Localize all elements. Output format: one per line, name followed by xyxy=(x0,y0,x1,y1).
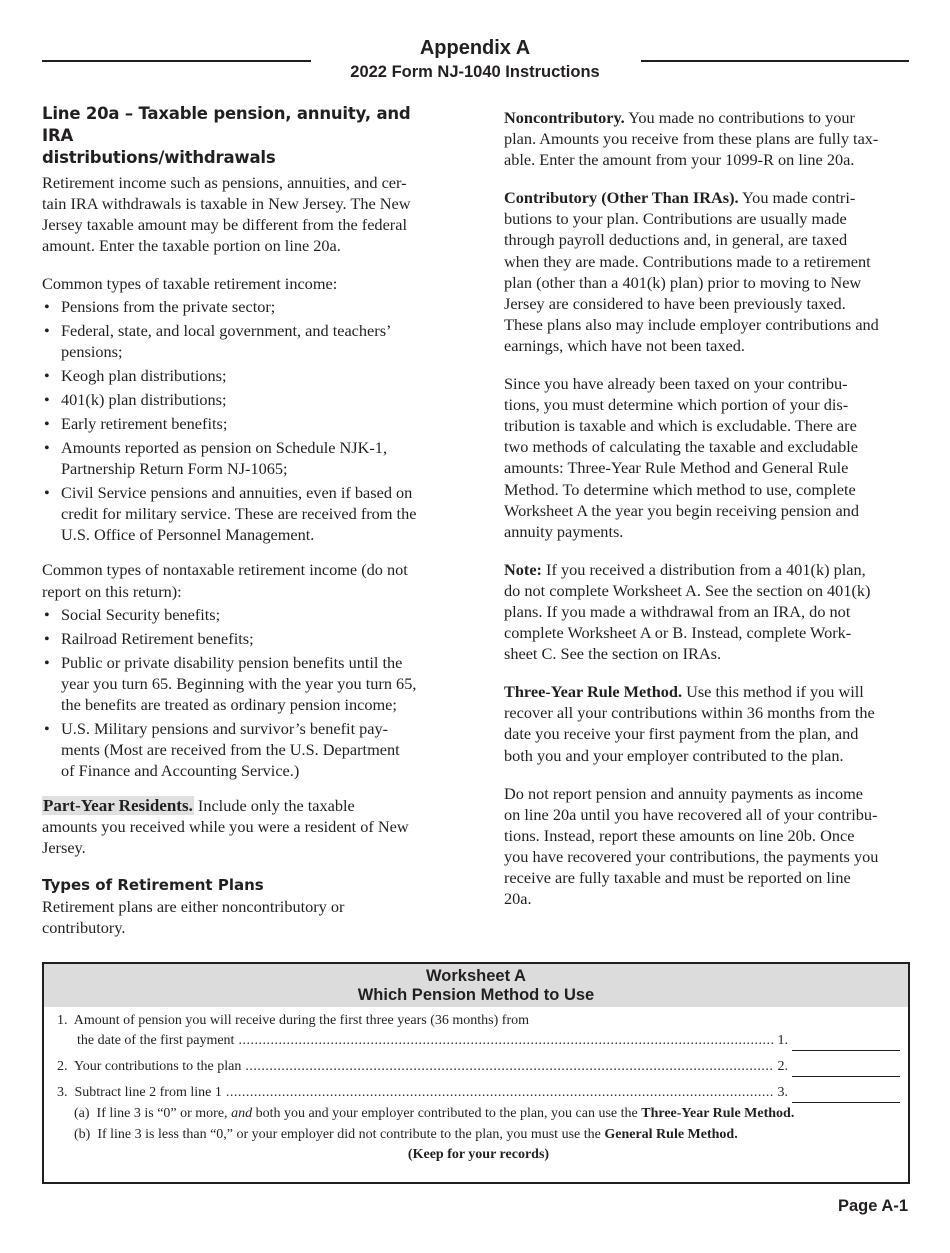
contributory-text: You made contri- butions to your plan. Contributions are usually made through payroll deductions and, in general, are taxed when they are made. Contributions made to a retirement plan (other than a 401(k) plan) prior to moving to New Jersey are considered to have been previously taxed. These plans also may include employer contributions and earnings, which have not been taxed. xyxy=(504,188,879,355)
worksheet-line-3-label: 3. Subtract line 2 from line 1 xyxy=(57,1085,222,1100)
appendix-title: Appendix A xyxy=(419,37,531,59)
worksheet-line-3 xyxy=(57,1083,900,1103)
condition-a xyxy=(57,1103,900,1124)
three-year-text: Use this method if you will recover all your contributions within 36 months from the date you receive your first payment from the plan, and both you and your employer contributed to the plan. xyxy=(504,682,875,765)
types-heading: Types of Retirement Plans xyxy=(42,875,264,894)
line-2-entry-field[interactable] xyxy=(792,1062,900,1077)
page-number: Page A-1 xyxy=(838,1197,908,1215)
types-paragraph: Retirement plans are either noncontributory or contributory. xyxy=(42,896,345,938)
line-number: 3. xyxy=(777,1085,788,1100)
list-item: • Railroad Retirement benefits; xyxy=(42,628,447,649)
list-item: • Civil Service pensions and annuities, even if based on credit for military service. These are received from the U.S. Office of Personnel Management. xyxy=(42,482,447,545)
worksheet-line-2 xyxy=(57,1057,900,1077)
do-not-report-paragraph: Do not report pension and annuity payments as income on line 20a until you have recovered all of your contribu- tions. Instead, report these amounts on line 20b. Once you have recovered your contributions, the payments you receive are fully taxable and must be reported on line 20a. xyxy=(504,783,879,909)
dot-leader xyxy=(245,1057,773,1077)
worksheet-title: Worksheet A xyxy=(426,967,526,985)
contributory-lead: Contributory (Other Than IRAs). xyxy=(504,188,739,208)
noncontributory-paragraph xyxy=(504,107,912,170)
condition-a-text: (a) If line 3 is “0” or more, xyxy=(74,1106,232,1121)
worksheet-body xyxy=(44,1007,908,1165)
dot-leader xyxy=(238,1031,773,1051)
left-column xyxy=(42,103,447,955)
note-paragraph xyxy=(504,559,912,664)
worksheet-a xyxy=(42,962,910,1184)
header-rule-right xyxy=(641,60,909,62)
intro-paragraph: Retirement income such as pensions, annuities, and cer- tain IRA withdrawals is taxable in New Jersey. The New Jersey taxable amount may be different from the federal amount. Enter the taxable portion on line 20a. xyxy=(42,173,411,256)
condition-b-text: (b) If line 3 is less than “0,” or your employer did not contribute to the plan, you must use the xyxy=(74,1127,605,1142)
condition-a-emphasis: and xyxy=(231,1106,253,1121)
keep-for-records: (Keep for your records) xyxy=(407,1147,550,1162)
list-item: • 401(k) plan distributions; xyxy=(42,389,447,410)
contributory-paragraph xyxy=(504,187,912,356)
worksheet-line-2-label: 2. Your contributions to the plan xyxy=(57,1059,242,1074)
list-item: • Social Security benefits; xyxy=(42,604,447,625)
three-year-paragraph xyxy=(504,681,912,765)
note-text: If you received a distribution from a 401(k) plan, do not complete Worksheet A. See the section on 401(k) plans. If you made a withdrawal from an IRA, do not complete Worksheet A or B. Instead, complete Work- sheet C. See the section on IRAs. xyxy=(504,559,871,664)
part-year-paragraph xyxy=(42,795,447,858)
list-item: • Amounts reported as pension on Schedule NJK-1, Partnership Return Form NJ-1065; xyxy=(42,437,447,479)
taxable-label: Common types of taxable retirement income: xyxy=(42,274,338,294)
worksheet-header xyxy=(44,964,908,1007)
three-year-rule-method: Three-Year Rule Method. xyxy=(641,1106,795,1121)
list-item: • U.S. Military pensions and survivor’s benefit pay- ments (Most are received from the U.S. Department of Finance and Accounting Service.) xyxy=(42,718,447,781)
condition-b xyxy=(57,1124,900,1145)
line-number: 2. xyxy=(777,1059,788,1074)
three-year-lead: Three-Year Rule Method. xyxy=(504,682,683,702)
line-3-entry-field[interactable] xyxy=(792,1088,900,1103)
worksheet-subtitle: Which Pension Method to Use xyxy=(357,986,595,1004)
nontaxable-label: Common types of nontaxable retirement income (do not report on this return): xyxy=(42,560,408,601)
form-subtitle: 2022 Form NJ-1040 Instructions xyxy=(350,63,600,81)
worksheet-line-1-text: 1. Amount of pension you will receive during the first three years (36 months) from xyxy=(57,1013,530,1028)
worksheet-line-1-label: the date of the first payment xyxy=(77,1033,235,1048)
taxable-list xyxy=(42,296,447,545)
since-paragraph: Since you have already been taxed on your contribu- tions, you must determine which portion of your dis- tribution is taxable and which is excludable. There are two methods of calculating the taxable and excludable amounts: Three-Year Rule Method and General Rule Method. To determine which method to use, complete Worksheet A the year you begin receiving pension and annuity payments. xyxy=(504,374,859,541)
nontaxable-list xyxy=(42,604,447,781)
header-rule-left xyxy=(42,60,311,62)
list-item: • Early retirement benefits; xyxy=(42,413,447,434)
condition-a-text-2: both you and your employer contributed to the plan, you can use the xyxy=(252,1106,642,1121)
note-lead: Note: xyxy=(504,559,542,579)
line-1-entry-field[interactable] xyxy=(792,1036,900,1051)
line-number: 1. xyxy=(777,1033,788,1048)
general-rule-method: General Rule Method. xyxy=(604,1127,738,1142)
list-item: • Federal, state, and local government, and teachers’ pensions; xyxy=(42,320,447,362)
section-heading-line-20a: Line 20a – Taxable pension, annuity, and IRA distributions/withdrawals xyxy=(42,104,411,167)
right-column xyxy=(504,107,912,926)
part-year-text: Include only the taxable amounts you received while you were a resident of New Jersey. xyxy=(42,795,409,857)
list-item: • Public or private disability pension benefits until the year you turn 65. Beginning with the year you turn 65, the benefits are treated as ordinary pension income; xyxy=(42,652,447,715)
part-year-lead: Part-Year Residents. xyxy=(43,795,193,815)
noncontributory-text: You made no contributions to your plan. Amounts you receive from these plans are fully tax- able. Enter the amount from your 1099-R on line 20a. xyxy=(504,108,879,170)
list-item: • Keogh plan distributions; xyxy=(42,365,447,386)
worksheet-line-1 xyxy=(57,1031,900,1051)
list-item: • Pensions from the private sector; xyxy=(42,296,447,317)
noncontributory-lead: Noncontributory. xyxy=(504,108,625,127)
dot-leader xyxy=(226,1083,774,1103)
